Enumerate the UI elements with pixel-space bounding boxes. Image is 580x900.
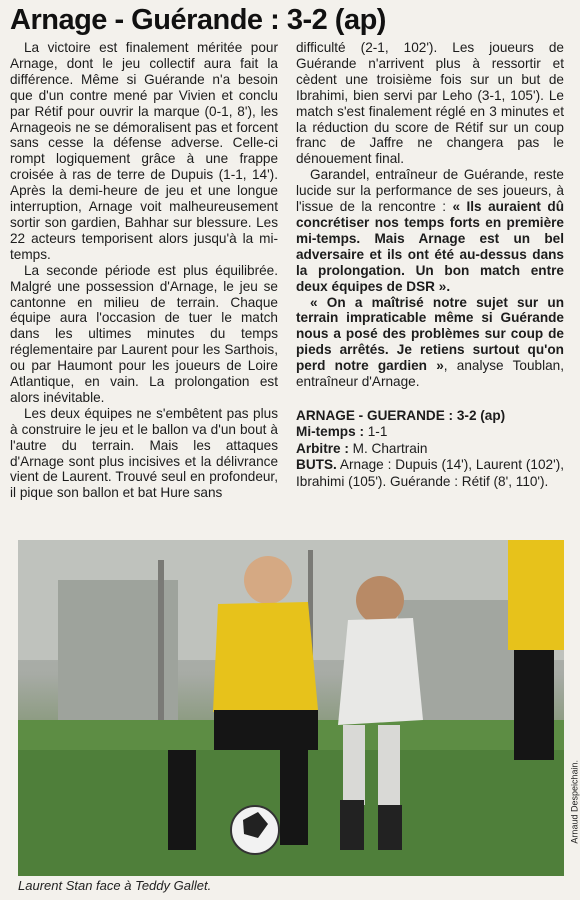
summary-referee-value: M. Chartrain [348,440,428,456]
quote-intro: Garandel, entraîneur de Guérande, reste lucide sur la performance de ses joueurs, à l'issue de la rencontre : [296,167,564,215]
article-paragraph: La seconde période est plus équilibrée. Malgré une possession d'Arnage, le jeu se cantonne en milieu de terrain. Chaque équipe aura l'occasion de tuer le match dans les ultimes minutes du temps réglementaire par Laurent pour les Sarthois, ou par Haumont pour les joueurs de Loire Atlantique, en vain. La prolongation est alors inévitable. [10,262,278,405]
article-column-right [296,40,564,490]
article-paragraph: difficulté (2-1, 102'). Les joueurs de Guérande n'arrivent plus à ressortir et cèdent une troisième fois sur un but de Ibrahimi, bien servi par Leho (3-1, 105'). Le match s'est finalement réglé en 3 minutes et la réduction du score de Rétif sur un coup franc de Jaffre ne changera pas le dénouement final. [296,40,564,167]
summary-referee-label: Arbitre : [296,440,349,456]
article-paragraph-quote-guerande [296,167,564,294]
summary-goals-label: BUTS. [296,457,337,473]
match-summary [296,408,564,490]
summary-goals-value: Arnage : Dupuis (14'), Laurent (102'), Ibrahimi (105'). Guérande : Rétif (8', 110'). [296,457,564,489]
summary-halftime-value: 1-1 [363,424,388,440]
photo-credit: Arnaud Despeichain. [570,760,580,844]
quote-outro: , analyse Toublan, entraîneur d'Arnage. [296,358,564,390]
article-paragraph: La victoire est finalement méritée pour Arnage, dont le jeu collectif aura fait la différence. Même si Guérande n'a besoin que d'un contre mené par Vivien et conclu par Rétif pour ouvrir la marque (0-1, 8'), les Arnageois ne se démoralisent pas et forcent sans cesse la défense adverse. Celle-ci rompt logiquement grâce à une frappe croisée à ras de terre de Dupuis (1-1, 14'). Après la demi-heure de jeu et une longue interruption, Arnage voit malheureusement sortir son gardien, Bahhar sur blessure. Les 22 acteurs temporisent alors jusqu'à la mi-temps. [10,40,278,262]
summary-title: ARNAGE - GUERANDE : 3-2 (ap) [296,407,506,423]
summary-halftime [296,424,564,440]
article-paragraph-quote-arnage [296,295,564,390]
summary-halftime-label: Mi-temps : [296,424,364,440]
match-photo-illustration [18,540,564,876]
match-photo [18,540,564,876]
summary-goals [296,457,564,490]
photo-caption: Laurent Stan face à Teddy Gallet. [18,878,212,893]
quote-text: « Ils auraient dû concrétiser nos temps forts en première mi-temps. Mais Arnage est un bel adversaire et ils ont été au-dessus dans la prolongation. Un bon match entre deux équipes de DSR ». [296,199,565,294]
article-paragraph: Les deux équipes ne s'embêtent pas plus à construire le jeu et le ballon va d'un bout à l'autre du terrain. Mais les attaques d'Arnage sont plus incisives et la délivrance vient de Laurent. Trouvé seul en profondeur, il pique son ballon et bat Hure sans [10,405,278,501]
quote-text: « On a maîtrisé notre sujet sur un terrain impraticable même si Guérande nous a posé des problèmes sur coup de pieds arrêtés. Je retiens surtout qu'on perd notre gardien » [296,294,564,374]
summary-referee [296,441,564,457]
article-column-left [10,40,278,501]
article-headline: Arnage - Guérande : 3-2 (ap) [10,4,386,36]
